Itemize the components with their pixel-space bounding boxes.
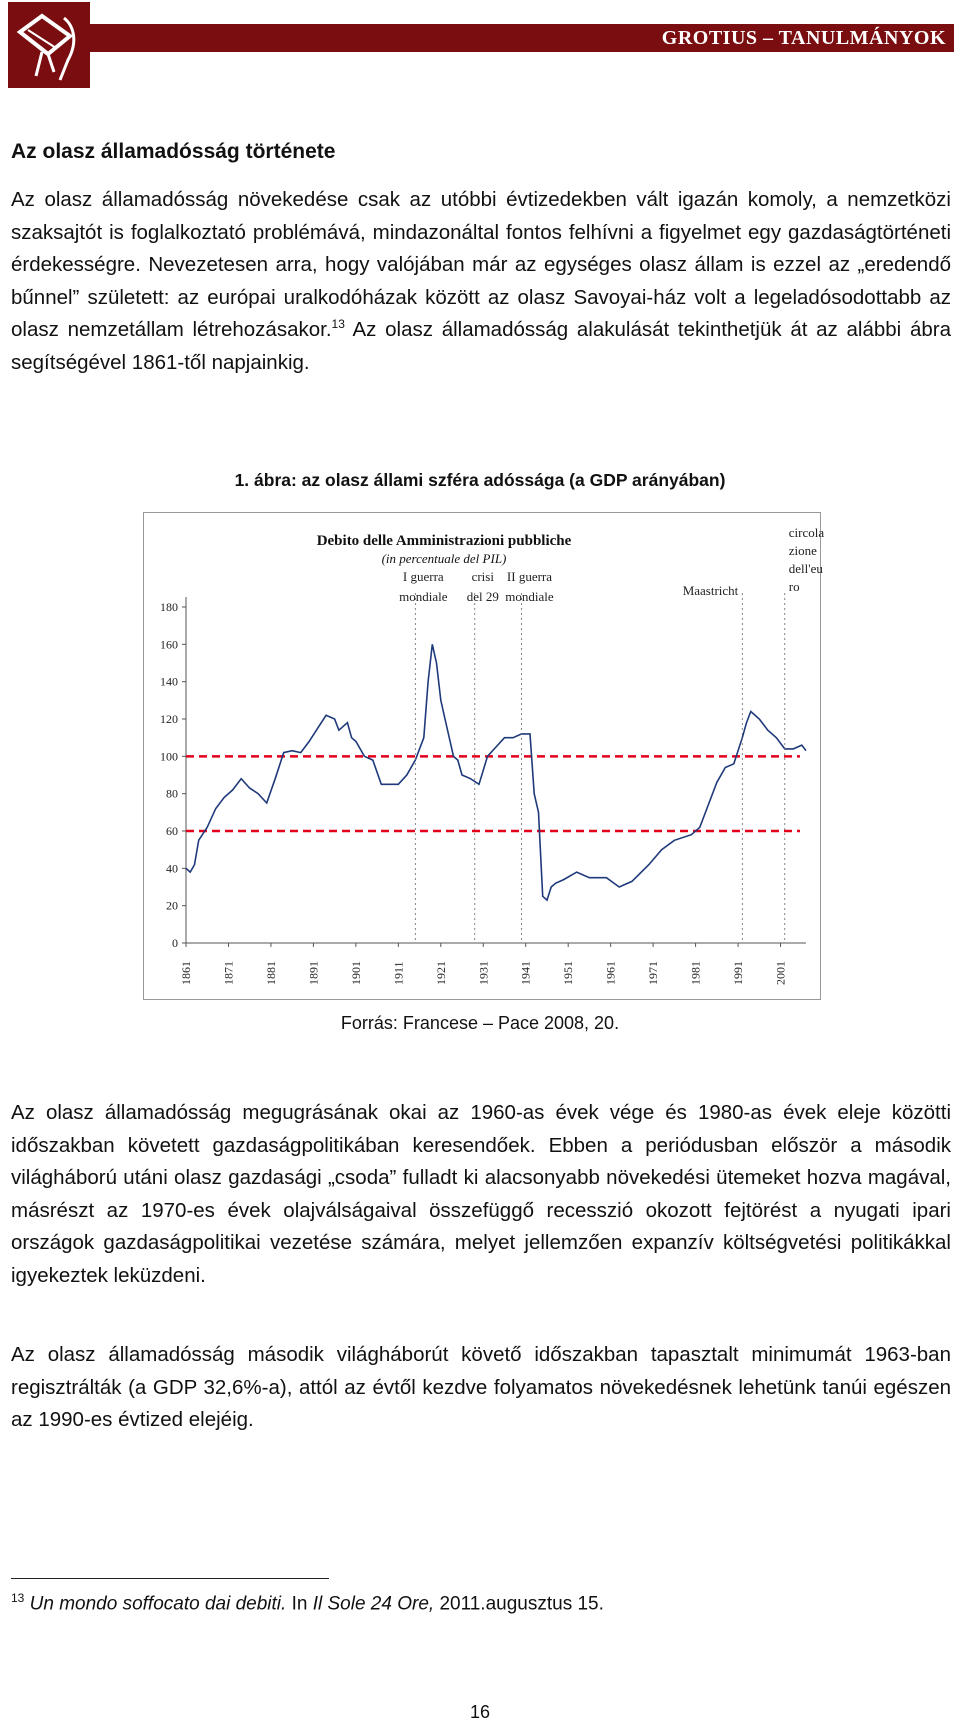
chart-frame	[143, 512, 825, 1000]
footnote-date: 2011.augusztus 15.	[434, 1593, 604, 1615]
y-tick-label: 100	[160, 749, 178, 764]
figure-source: Forrás: Francese – Pace 2008, 20.	[340, 1013, 620, 1033]
event-label: mondiale	[505, 589, 554, 604]
footnote-source: Il Sole 24 Ore,	[312, 1593, 435, 1615]
footnote-title: Un mondo soffocato dai debiti.	[29, 1593, 287, 1615]
debt-chart	[144, 513, 825, 999]
x-tick-label: 1891	[306, 961, 321, 985]
header-band	[90, 24, 954, 52]
paragraph-1-text: Az olasz államadósság növekedése csak az utóbbi évtizedekben vált igazán komoly, a nemzetközi szaksajtót is foglalkoztató problémává, mindazonáltal fontos felhívni a figyelmet egy gazdaságtörténeti érdekességre. Nevezetesen arra, hogy valójában már az egységes olasz állam is ezzel az „eredendő bűnnel” született: az európai uralkodóházak között az olasz Savoyai-ház volt a legeladósodottabb az olasz nemzetállam létrehozásakor.	[11, 188, 951, 341]
event-label: II guerra	[506, 569, 553, 584]
footnote	[11, 1591, 604, 1615]
y-tick-label: 180	[160, 600, 178, 614]
y-tick-label: 140	[160, 674, 178, 689]
event-label: mondiale	[399, 589, 448, 604]
x-tick-label: 1921	[433, 961, 448, 985]
chart-title: Debito delle Amministrazioni pubbliche	[316, 533, 572, 549]
x-tick-label: 1911	[391, 961, 406, 985]
y-tick-label: 120	[160, 712, 178, 726]
figure-caption: 1. ábra: az olasz állami szféra adóssága (a GDP arányában)	[234, 470, 726, 490]
x-tick-label: 1971	[646, 961, 661, 985]
x-tick-label: 1881	[263, 961, 278, 985]
paragraph-3: Az olasz államadósság második világháborút követő időszakban tapasztalt minimumát 1963-ban regisztrálták (a GDP 32,6%-a), attól az évtől kezdve folyamatos növekedésnek lehetünk tanúi egészen az 1990-es évtized elejéig.	[11, 1343, 951, 1431]
paragraph-1-text-after: Az olasz államadósság alakulását tekinthetjük át az alábbi ábra segítségével 1861-től napjainkig.	[11, 318, 951, 374]
x-tick-label: 1871	[221, 961, 236, 985]
y-tick-label: 0	[172, 936, 178, 950]
x-tick-label: 2001	[773, 961, 788, 985]
event-label: zione	[788, 543, 817, 558]
book-quill-logo-icon	[8, 2, 90, 88]
y-tick-label: 40	[166, 861, 178, 876]
x-tick-label: 1861	[179, 961, 193, 985]
paragraph-1	[11, 184, 951, 379]
event-label: crisi	[471, 569, 494, 584]
y-tick-label: 20	[166, 898, 178, 913]
event-label: I guerra	[402, 569, 444, 584]
footnote-divider	[11, 1578, 329, 1579]
x-tick-label: 1901	[348, 961, 363, 985]
footnote-number: 13	[11, 1591, 25, 1605]
x-tick-label: 1981	[688, 961, 703, 985]
y-tick-label: 80	[166, 786, 178, 801]
debt-line	[186, 644, 806, 900]
paragraph-2: Az olasz államadósság megugrásának okai az 1960-as évek vége és 1980-as évek eleje közötti időszakban követett gazdaságpolitikában keresendőek. Ebben a periódusban először a második világháború utáni olasz gazdasági „csoda” fulladt ki alacsonyabb növekedési ütemeket hozva magával, másrészt az 1970-es évek olajválságaival összefüggő recesszió okozott fejtörést a nyugati ipari országok gazdaságpolitikai vezetése számára, melyet jellemzően expanzív költségvetési politikákkal igyekeztek leküzdeni.	[11, 1101, 951, 1287]
x-tick-label: 1951	[561, 961, 576, 985]
x-tick-label: 1941	[518, 961, 533, 985]
x-tick-label: 1991	[731, 961, 746, 985]
x-tick-label: 1931	[476, 961, 491, 985]
y-tick-label: 60	[166, 824, 178, 838]
footnote-ref[interactable]: 13	[331, 317, 345, 332]
footnote-mid: In	[286, 1593, 313, 1615]
journal-title: GROTIUS – TANULMÁNYOK	[661, 27, 946, 49]
y-tick-label: 160	[160, 637, 178, 652]
event-label: circola	[788, 525, 825, 540]
page-header	[0, 0, 960, 92]
page-number: 16	[469, 1702, 491, 1722]
event-label: del 29	[466, 589, 499, 604]
event-label: ro	[788, 579, 800, 594]
event-label: Maastricht	[682, 583, 739, 598]
section-title: Az olasz államadósság története	[11, 140, 336, 163]
chart-subtitle: (in percentuale del PIL)	[381, 551, 507, 566]
x-tick-label: 1961	[603, 961, 618, 985]
event-label: dell'eu	[788, 561, 823, 576]
